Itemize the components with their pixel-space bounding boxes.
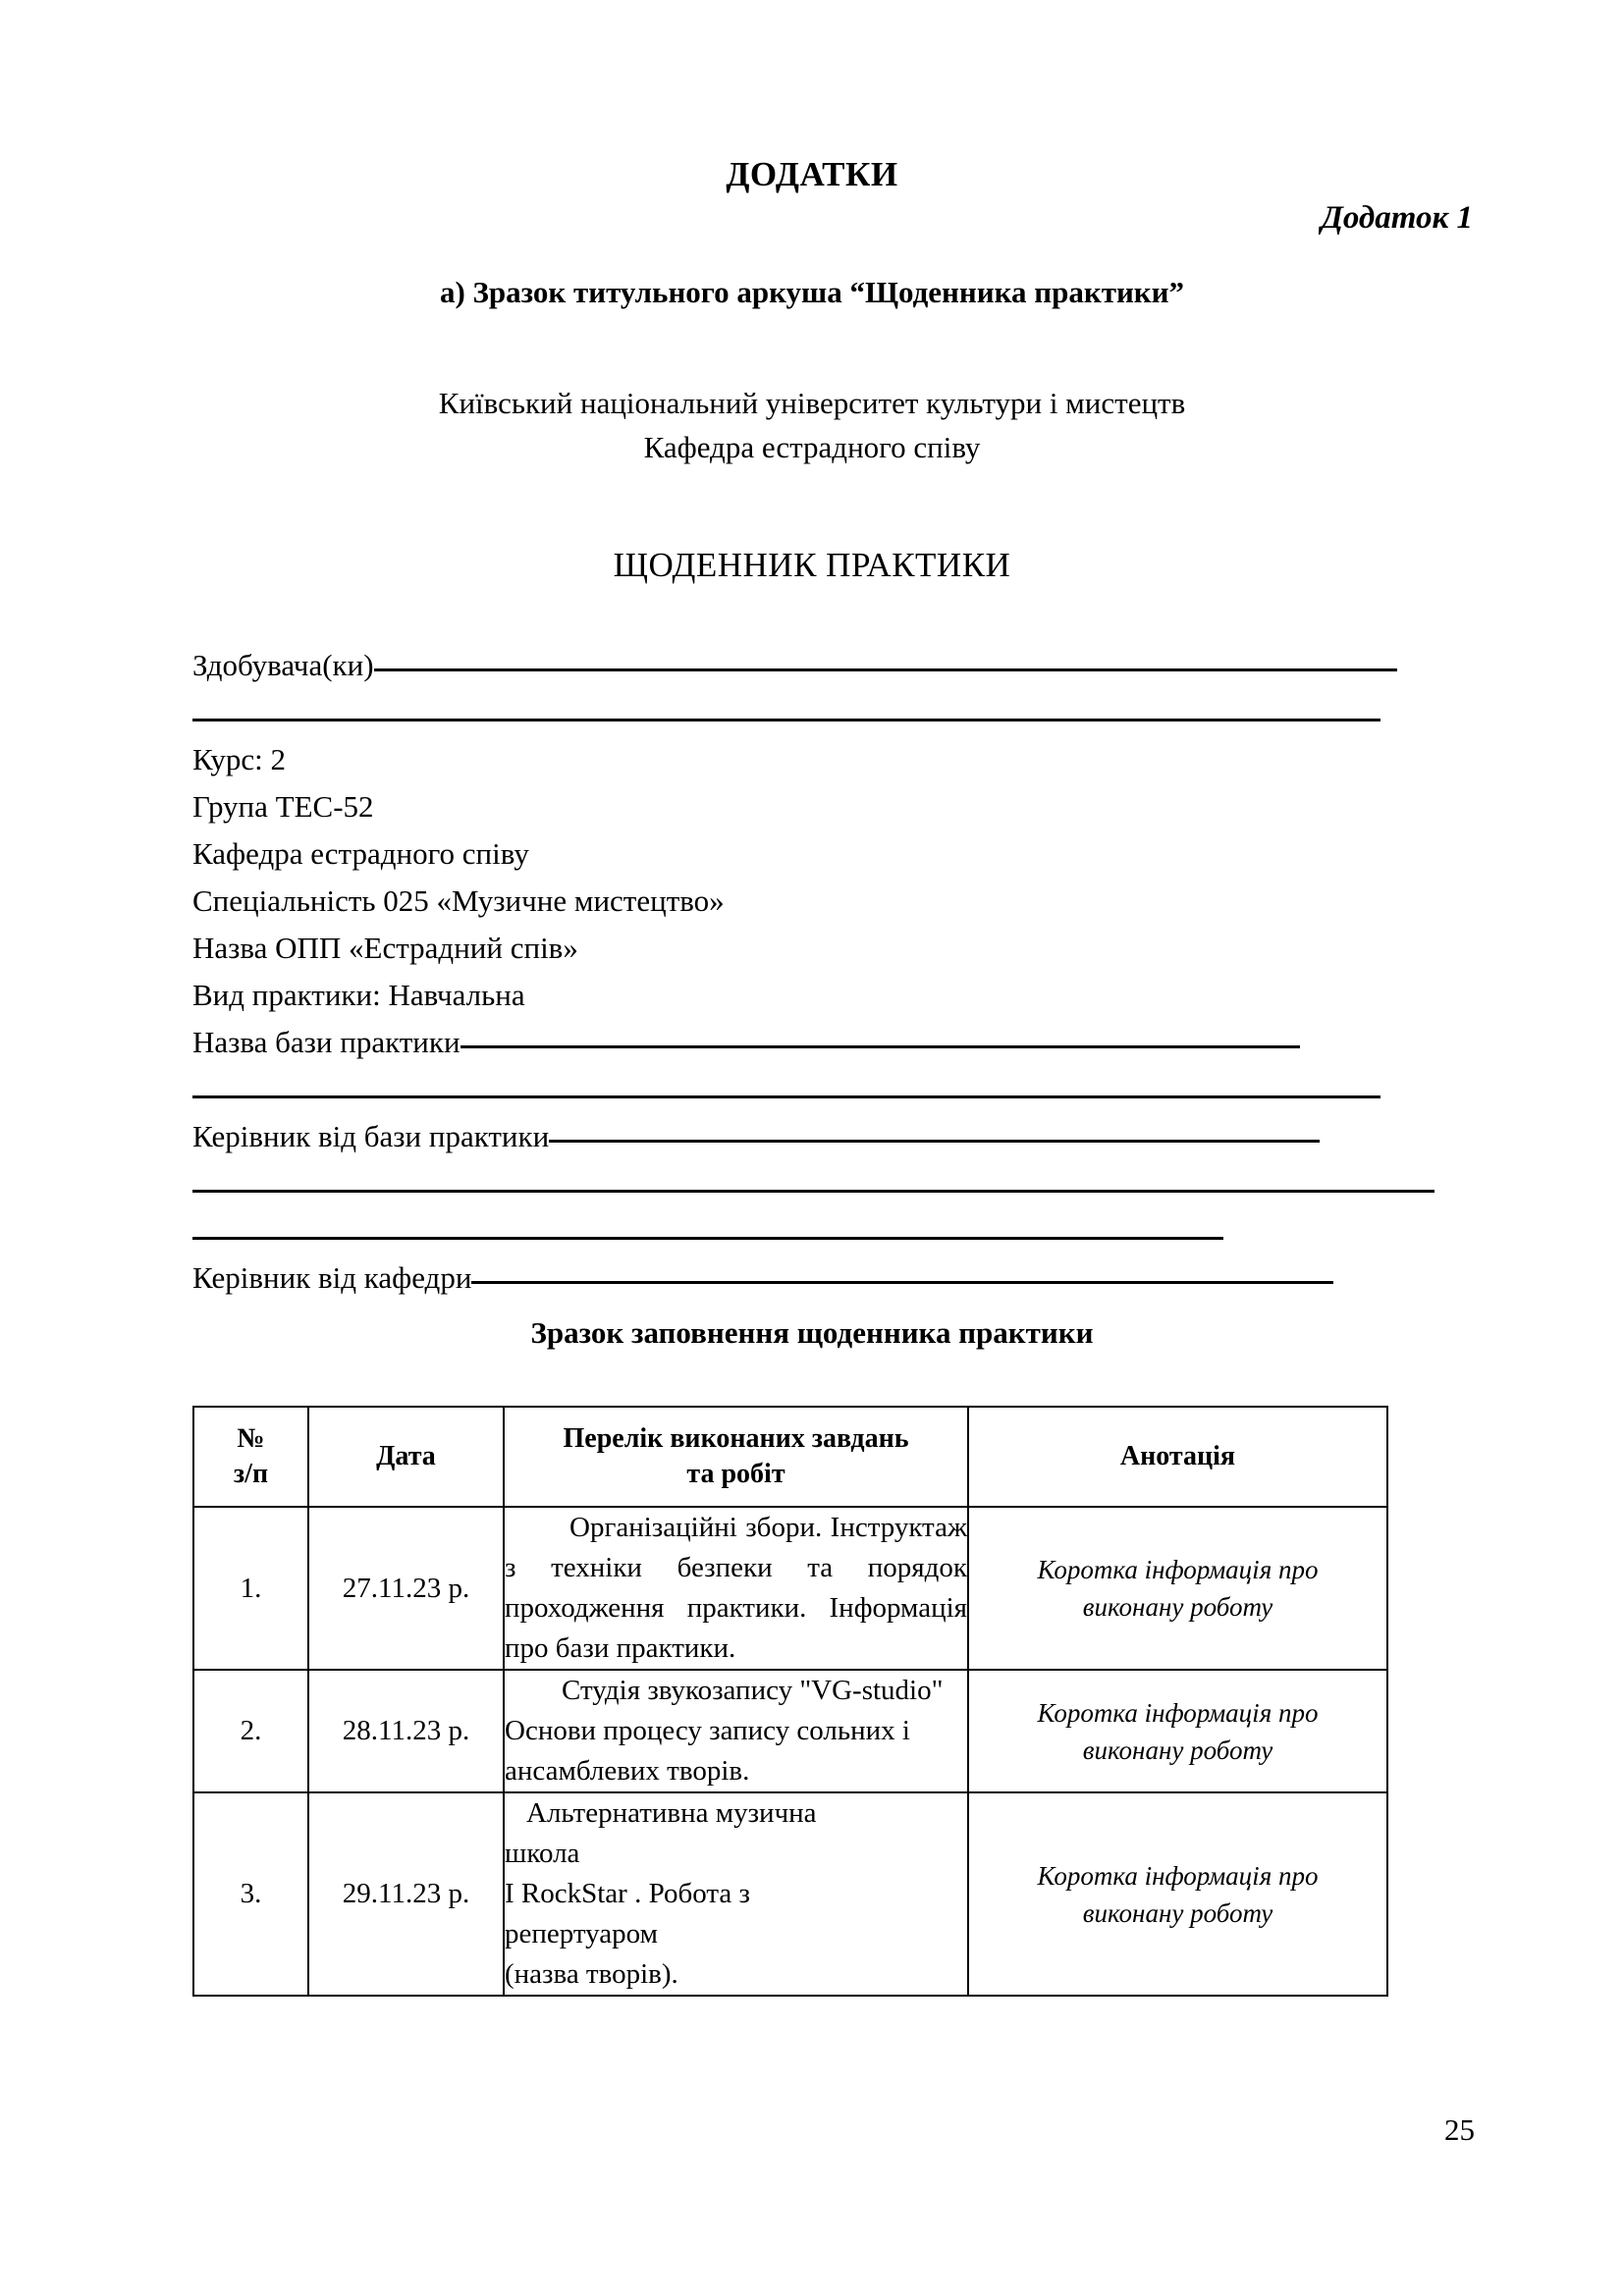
row-annotation-line1: Коротка інформація про bbox=[1037, 1555, 1319, 1584]
page-title: ДОДАТКИ bbox=[726, 155, 898, 193]
course-row: Курс: 2 bbox=[192, 742, 286, 776]
row-number: 2. bbox=[193, 1670, 308, 1792]
program-row: Назва ОПП «Естрадний спів» bbox=[192, 931, 578, 965]
header-number-line2: з/п bbox=[233, 1459, 269, 1489]
table-caption: Зразок заповнення щоденника практики bbox=[530, 1315, 1094, 1350]
table-body bbox=[193, 1507, 1387, 1996]
row-annotation-line1: Коротка інформація про bbox=[1037, 1860, 1319, 1891]
header-tasks-line1: Перелік виконаних завдань bbox=[563, 1423, 909, 1454]
organization-line-1: Київський національний університет культури і мистецтв bbox=[438, 386, 1186, 420]
main-title: ЩОДЕННИК ПРАКТИКИ bbox=[613, 546, 1011, 584]
department-supervisor-write-line[interactable] bbox=[471, 1280, 1333, 1284]
organization-line-2: Кафедра естрадного співу bbox=[643, 430, 981, 464]
row-annotation-line1: Коротка інформація про bbox=[1037, 1697, 1319, 1728]
row-date: 28.11.23 р. bbox=[308, 1670, 504, 1792]
student-write-line-2[interactable] bbox=[192, 719, 1380, 721]
table-row bbox=[193, 1792, 1387, 1996]
row-task-line1: Альтернативна музична bbox=[526, 1797, 817, 1829]
base-supervisor-continuation-row-2 bbox=[192, 1213, 1430, 1260]
table-row bbox=[193, 1507, 1387, 1670]
row-task bbox=[504, 1792, 968, 1996]
row-annotation-line2: виконану роботу bbox=[1082, 1735, 1273, 1765]
specialty-row: Спеціальність 025 «Музичне мистецтво» bbox=[192, 883, 725, 918]
row-date: 29.11.23 р. bbox=[308, 1792, 504, 1996]
row-annotation-line2: виконану роботу bbox=[1082, 1897, 1273, 1928]
header-cell-tasks bbox=[504, 1407, 968, 1507]
header-cell-annotation: Анотація bbox=[968, 1407, 1387, 1507]
row-annotation bbox=[968, 1670, 1387, 1792]
base-name-label: Назва бази практики bbox=[192, 1025, 460, 1059]
title-page-form bbox=[192, 648, 1430, 1308]
base-supervisor-write-line-3[interactable] bbox=[192, 1237, 1223, 1240]
practice-type-row: Вид практики: Навчальна bbox=[192, 978, 525, 1012]
base-supervisor-continuation-row bbox=[192, 1166, 1430, 1213]
group-row: Група ТЕС-52 bbox=[192, 789, 374, 824]
base-name-continuation-row bbox=[192, 1072, 1430, 1119]
row-number: 1. bbox=[193, 1507, 308, 1670]
base-name-write-line-2[interactable] bbox=[192, 1095, 1380, 1098]
student-field-row bbox=[192, 648, 1430, 695]
base-name-field-row bbox=[192, 1025, 1430, 1072]
student-label: Здобувача(ки) bbox=[192, 648, 374, 682]
appendix-label: Додаток 1 bbox=[1321, 200, 1473, 236]
section-subtitle: а) Зразок титульного аркуша “Щоденника практики” bbox=[439, 275, 1185, 309]
base-supervisor-field-row bbox=[192, 1119, 1430, 1166]
organization-heading bbox=[0, 381, 1624, 469]
table-header-row bbox=[193, 1407, 1387, 1507]
department-row: Кафедра естрадного співу bbox=[192, 836, 529, 871]
row-annotation bbox=[968, 1507, 1387, 1670]
student-continuation-row bbox=[192, 695, 1430, 742]
row-annotation bbox=[968, 1792, 1387, 1996]
row-task-line4: репертуаром bbox=[505, 1918, 658, 1949]
header-tasks-line2: та робіт bbox=[686, 1459, 785, 1489]
header-cell-number bbox=[193, 1407, 308, 1507]
row-task-line2: школа bbox=[505, 1838, 580, 1869]
base-name-write-line[interactable] bbox=[460, 1044, 1300, 1048]
diary-table bbox=[192, 1406, 1388, 1997]
department-supervisor-field-row bbox=[192, 1260, 1430, 1308]
header-number-line1: № bbox=[237, 1423, 265, 1454]
student-write-line[interactable] bbox=[374, 667, 1397, 671]
row-task-line5: (назва творів). bbox=[505, 1958, 678, 1990]
department-supervisor-label: Керівник від кафедри bbox=[192, 1260, 472, 1295]
row-date: 27.11.23 р. bbox=[308, 1507, 504, 1670]
row-task-line3: I RockStar . Робота з bbox=[505, 1878, 750, 1909]
table-header bbox=[193, 1407, 1387, 1507]
base-supervisor-write-line[interactable] bbox=[549, 1139, 1320, 1143]
row-task: Студія звукозапису "VG-studio" Основи процесу запису сольних і ансамблевих творів. bbox=[504, 1670, 968, 1792]
table-row bbox=[193, 1670, 1387, 1792]
base-supervisor-label: Керівник від бази практики bbox=[192, 1119, 550, 1153]
header-cell-date: Дата bbox=[308, 1407, 504, 1507]
row-annotation-line2: виконану роботу bbox=[1082, 1592, 1273, 1622]
base-supervisor-write-line-2[interactable] bbox=[192, 1190, 1435, 1193]
row-number: 3. bbox=[193, 1792, 308, 1996]
row-task: Організаційні збори. Інструктаж з техніки безпеки та порядок проходження практики. Інформація про бази практики. bbox=[504, 1507, 968, 1670]
page-number: 25 bbox=[1444, 2112, 1475, 2147]
